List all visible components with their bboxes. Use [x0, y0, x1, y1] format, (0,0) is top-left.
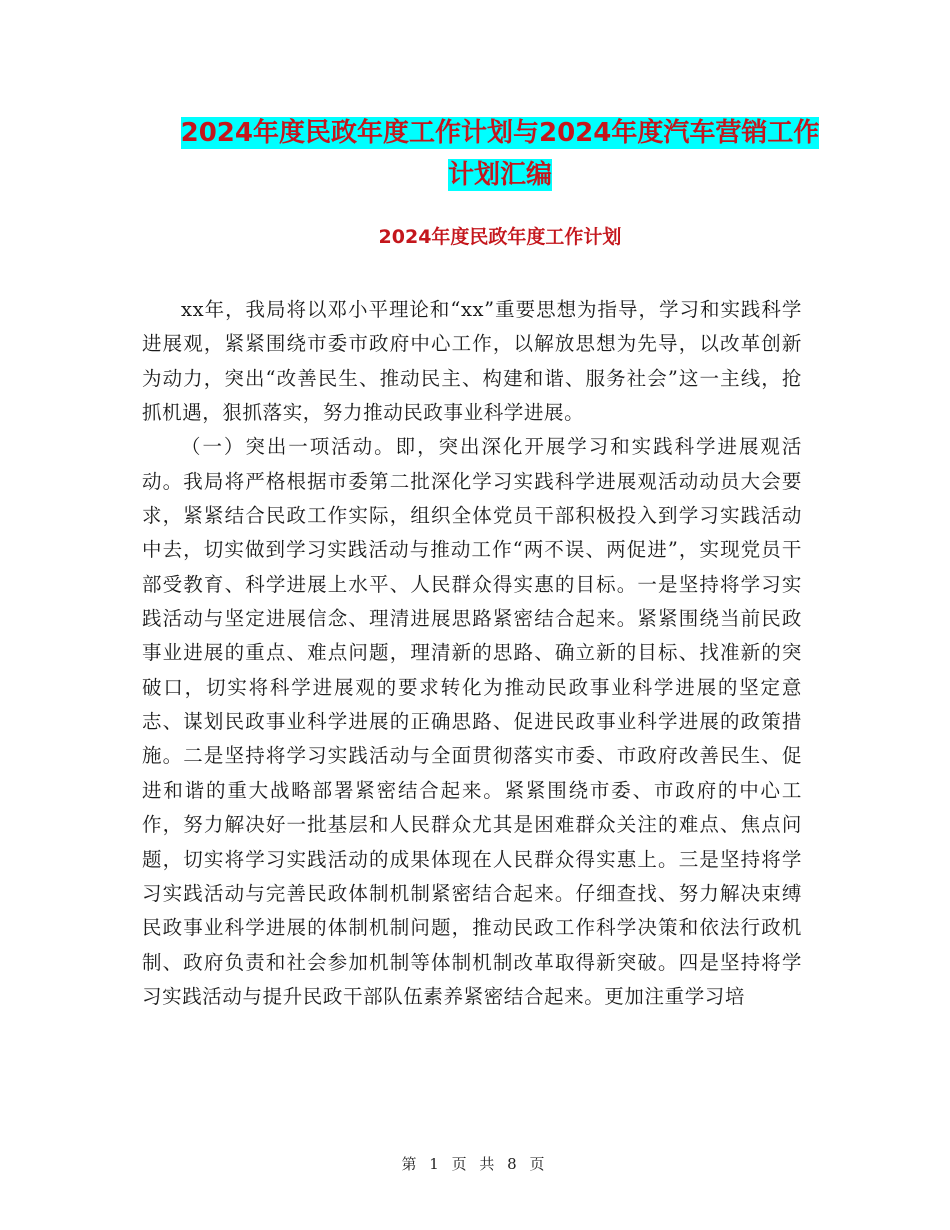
main-title	[140, 112, 860, 196]
main-title-line1: 2024年度民政年度工作计划与2024年度汽车营销工作	[180, 118, 820, 148]
paragraph-intro: xx年，我局将以邓小平理论和“xx”重要思想为指导，学习和实践科学进展观，紧紧围绕市委市政府中心工作，以解放思想为先导，以改革创新为动力，突出“改善民生、推动民主、构建和谐、服务社会”这一主线，抢抓机遇，狠抓落实，努力推动民政事业科学进展。	[142, 298, 802, 425]
page-footer: 第 1 页 共 8 页	[401, 1155, 549, 1173]
main-title-line2: 计划汇编	[447, 160, 552, 190]
paragraph-activity: （一）突出一项活动。即，突出深化开展学习和实践科学进展观活动。我局将严格根据市委第二批深化学习实践科学进展观活动动员大会要求，紧紧结合民政工作实际，组织全体党员干部积极投入到学习实践活动中去，切实做到学习实践活动与推动工作“两不误、两促进”，实现党员干部受教育、科学进展上水平、人民群众得实惠的目标。一是坚持将学习实践活动与坚定进展信念、理清进展思路紧密结合起来。紧紧围绕当前民政事业进展的重点、难点问题，理清新的思路、确立新的目标、找准新的突破口，切实将科学进展观的要求转化为推动民政事业科学进展的坚定意志、谋划民政事业科学进展的正确思路、促进民政事业科学进展的政策措施。二是坚持将学习实践活动与全面贯彻落实市委、市政府改善民生、促进和谐的重大战略部署紧密结合起来。紧紧围绕市委、市政府的中心工作，努力解决好一批基层和人民群众尤其是困难群众关注的难点、焦点问题，切实将学习实践活动的成果体现在人民群众得实惠上。三是坚持将学习实践活动与完善民政体制机制紧密结合起来。仔细查找、努力解决束缚民政事业科学进展的体制机制问题，推动民政工作科学决策和依法行政机制、政府负责和社会参加机制等体制机制改革取得新突破。四是坚持将学习实践活动与提升民政干部队伍素养紧密结合起来。更加注重学习培	[142, 435, 802, 1008]
section-title: 2024年度民政年度工作计划	[378, 226, 622, 248]
body-text	[142, 293, 802, 1014]
